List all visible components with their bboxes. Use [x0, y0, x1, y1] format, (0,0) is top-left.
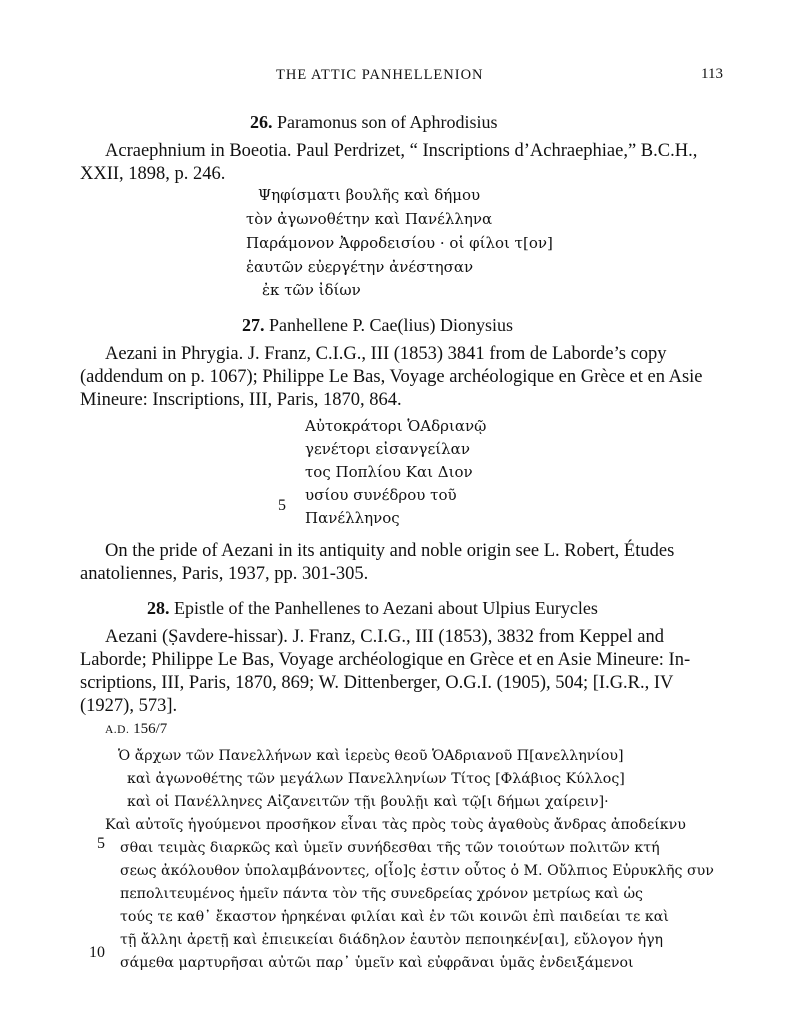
- entry-26-reference-line-1: Acraephnium in Boeotia. Paul Perdrizet, “ Inscriptions d’Achraephiae,” B.C.H.,: [105, 141, 698, 161]
- inscription-line: Παράμονον Ἀφροδεισίου · οἱ φίλοι τ[ον]: [246, 234, 553, 252]
- inscription-line: τῇ ἄλληι ἀρετῇ καὶ ἐπιεικείαι διάδηλον ἑαυτὸν πεποιηκέν[αι], εὔλογον ἡγη: [120, 932, 664, 948]
- entry-27-note-line-1: On the pride of Aezani in its antiquity and noble origin see L. Robert, Études: [105, 541, 675, 561]
- entry-28-reference-line-1: Aezani (Ṣavdere-hissar). J. Franz, C.I.G., III (1853), 3832 from Keppel and: [105, 627, 664, 647]
- inscription-line: Πανέλληνος: [305, 509, 400, 527]
- entry-28-reference-line-3: scriptions, III, Paris, 1870, 869; W. Dittenberger, O.G.I. (1905), 504; [I.G.R., IV: [80, 673, 674, 693]
- entry-26-reference-line-2: XXII, 1898, p. 246.: [80, 164, 226, 184]
- inscription-line: τὸν ἀγωνοθέτην καὶ Πανέλληνα: [246, 210, 493, 228]
- date-line: [105, 718, 167, 741]
- inscription-line: σεως ἀκόλουθον ὑπολαμβάνοντες, ο[ἷο]ς ἐστιν οὗτος ὁ Μ. Οὔλπιος Εὐρυκλῆς συν: [120, 863, 714, 879]
- entry-title: Panhellene P. Cae(lius) Dionysius: [269, 315, 513, 335]
- running-title: THE ATTIC PANHELLENION: [276, 67, 484, 83]
- entry-title: Paramonus son of Aphrodisius: [277, 112, 498, 132]
- inscription-line: καὶ ἀγωνοθέτης τῶν μεγάλων Πανελληνίων Τίτος [Φλάβιος Κύλλος]: [127, 771, 625, 787]
- inscription-line: ἐκ τῶν ἰδίων: [262, 281, 361, 299]
- inscription-line: Ψηφίσματι βουλῆς καὶ δήμου: [258, 186, 481, 204]
- entry-28-reference-line-2: Laborde; Philippe Le Bas, Voyage archéologique en Grèce et en Asie Mineure: In-: [80, 650, 691, 670]
- entry-number: 26.: [250, 112, 273, 132]
- entry-26-heading: [250, 111, 498, 133]
- entry-27-heading: [242, 314, 513, 336]
- entry-number: 27.: [242, 315, 265, 335]
- inscription-line: σθαι τειμὰς διαρκῶς καὶ ὑμεῖν συνήδεσθαι τῆς τῶν τοιούτων πολιτῶν κτή: [120, 840, 660, 856]
- inscription-line: Ὁ ἄρχων τῶν Πανελλήνων καὶ ἱερεὺς θεοῦ ὉΑδριανοῦ Π[ανελληνίου]: [118, 748, 624, 764]
- inscription-line: πεπολιτευμένος ἡμεῖν πάντα τὸν τῆς συνεδρείας χρόνον μετρίως καὶ ὡς: [120, 886, 643, 902]
- inscription-line: τούς τε καθ᾽ ἔκαστον ἡρηκέναι φιλίαι καὶ ἐν τῶι κοινῶι ἐπὶ παιδείαι τε καὶ: [120, 909, 669, 925]
- date-year: 156/7: [133, 721, 168, 737]
- inscription-line: καὶ οἱ Πανέλληνες Αἰζανειτῶν τῇι βουλῇι καὶ τῷ[ι δήμωι χαίρειν]·: [127, 794, 609, 810]
- inscription-line: σάμεθα μαρτυρῆσαι αὐτῶι παρ᾽ ὑμεῖν καὶ εὐφρᾶναι ὑμᾶς ἐνδειξάμενοι: [120, 955, 634, 971]
- line-number: 5: [278, 497, 286, 514]
- entry-27-reference-line-3: Mineure: Inscriptions, III, Paris, 1870, 864.: [80, 390, 402, 410]
- inscription-line: Καὶ αὐτοῖς ἡγούμενοι προσῆκον εἶναι τὰς πρὸς τοὺς ἀγαθοὺς ἄνδρας ἀποδείκνυ: [105, 817, 686, 833]
- inscription-line: τος Ποπλίου Και Διον: [305, 463, 473, 481]
- inscription-line: υσίου συνέδρου τοῦ: [305, 486, 457, 504]
- inscription-line: ἑαυτῶν εὐεργέτην ἀνέστησαν: [246, 258, 474, 276]
- entry-title: Epistle of the Panhellenes to Aezani about Ulpius Eurycles: [174, 598, 598, 618]
- inscription-line: γενέτορι εἰσανγείλαν: [305, 440, 470, 458]
- entry-28-reference-line-4: (1927), 573].: [80, 696, 178, 716]
- entry-27-reference-line-1: Aezani in Phrygia. J. Franz, C.I.G., III (1853) 3841 from de Laborde’s copy: [105, 344, 667, 364]
- line-number: 10: [89, 944, 105, 961]
- line-number: 5: [97, 835, 105, 852]
- page-number: 113: [701, 66, 723, 82]
- entry-27-reference-line-2: (addendum on p. 1067); Philippe Le Bas, Voyage archéologique en Grèce et en Asie: [80, 367, 703, 387]
- date-era: A.D.: [105, 724, 130, 736]
- entry-28-heading: [147, 597, 598, 619]
- entry-27-note-line-2: anatoliennes, Paris, 1937, pp. 301-305.: [80, 564, 369, 584]
- inscription-line: Αὐτοκράτορι ὉΑδριανῷ: [305, 417, 487, 435]
- entry-number: 28.: [147, 598, 170, 618]
